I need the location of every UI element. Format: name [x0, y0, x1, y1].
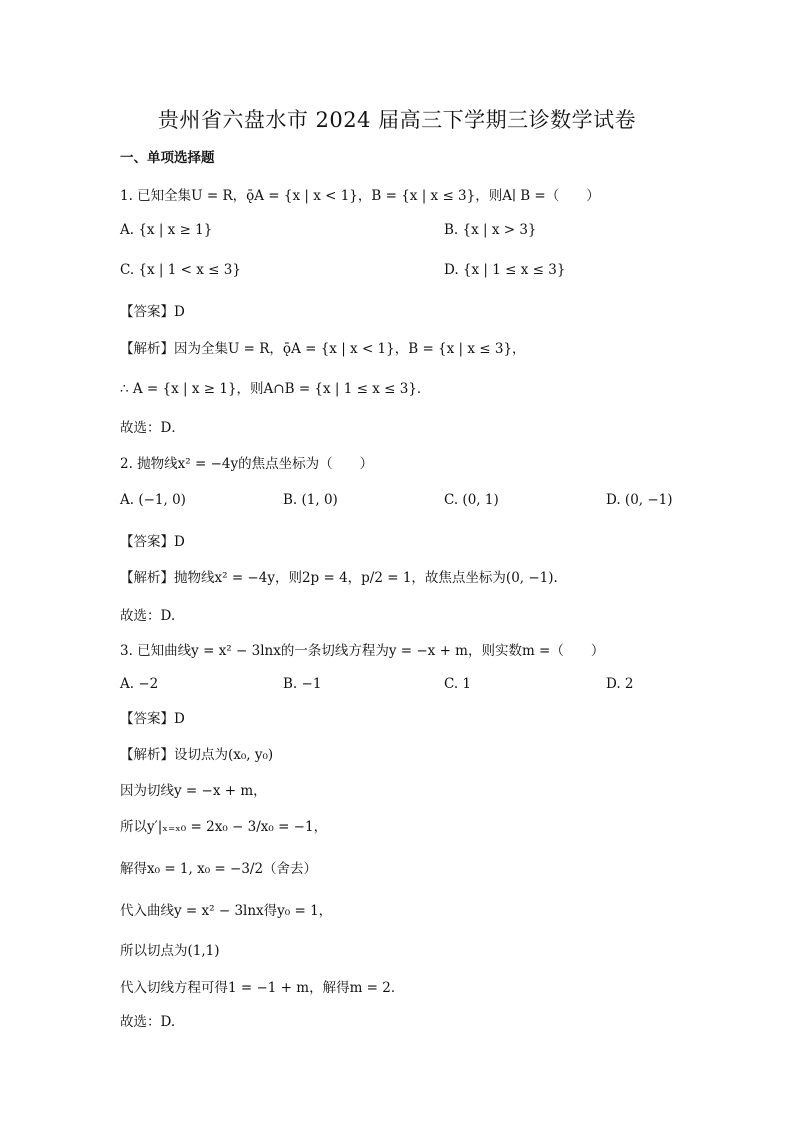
q2-analysis-line-1: 【解析】抛物线x² = −4y，则2p = 4，p/2 = 1，故焦点坐标为(0, −1).: [120, 570, 558, 586]
q2-option-b: B. (1, 0): [283, 492, 338, 508]
q3-option-a: A. −2: [120, 676, 159, 692]
q1-analysis-line-1: 【解析】因为全集U = R，ǭA = {x | x < 1}，B = {x | x ≤ 3}，: [120, 341, 526, 357]
q1-option-a: A. {x | x ≥ 1}: [120, 222, 213, 238]
q3-analysis-line-5: 代入曲线y = x² − 3lnx得y₀ = 1，: [120, 903, 333, 919]
q3-analysis-line-4: 解得x₀ = 1, x₀ = −3/2（舍去）: [120, 861, 318, 877]
q1-option-d: D. {x | 1 ≤ x ≤ 3}: [444, 262, 566, 278]
q1-analysis-line-2: ∴ A = {x | x ≥ 1}，则A∩B = {x | 1 ≤ x ≤ 3}．: [120, 381, 431, 397]
q2-option-d: D. (0, −1): [606, 492, 673, 508]
question-2-stem: 2. 抛物线x² = −4y的焦点坐标为（ ）: [120, 456, 374, 472]
q2-analysis-line-2: 故选：D.: [120, 608, 176, 624]
q3-analysis-line-6: 所以切点为(1,1): [120, 943, 220, 959]
q3-option-d: D. 2: [606, 676, 634, 692]
q2-answer: 【答案】D: [120, 534, 185, 550]
q3-analysis-line-1: 【解析】设切点为(x₀, y₀): [120, 747, 274, 763]
question-1-stem: 1. 已知全集U = R，ǭA = {x | x < 1}，B = {x | x ≤ 3}，则A∣ B =（ ）: [120, 188, 600, 204]
q3-option-b: B. −1: [283, 676, 322, 692]
q1-answer: 【答案】D: [120, 304, 185, 320]
q3-analysis-line-2: 因为切线y = −x + m，: [120, 783, 267, 799]
question-3-stem: 3. 已知曲线y = x² − 3lnx的一条切线方程为y = −x + m，则实数m =（ ）: [120, 643, 605, 659]
q3-option-c: C. 1: [444, 676, 472, 692]
q1-option-b: B. {x | x > 3}: [444, 222, 537, 238]
q1-analysis-line-3: 故选：D．: [120, 420, 185, 436]
q3-analysis-line-8: 故选：D.: [120, 1014, 176, 1030]
q2-option-a: A. (−1, 0): [120, 492, 186, 508]
q3-analysis-line-7: 代入切线方程可得1 = −1 + m，解得m = 2．: [120, 980, 405, 996]
section-heading: 一、单项选择题: [120, 150, 215, 166]
page-title: 贵州省六盘水市 2024 届高三下学期三诊数学试卷: [157, 108, 637, 132]
q1-option-c: C. {x | 1 < x ≤ 3}: [120, 262, 241, 278]
q2-option-c: C. (0, 1): [444, 492, 499, 508]
q3-analysis-line-3: 所以y′|ₓ₌ₓ₀ = 2x₀ − 3/x₀ = −1，: [120, 819, 328, 835]
q3-answer: 【答案】D: [120, 711, 185, 727]
